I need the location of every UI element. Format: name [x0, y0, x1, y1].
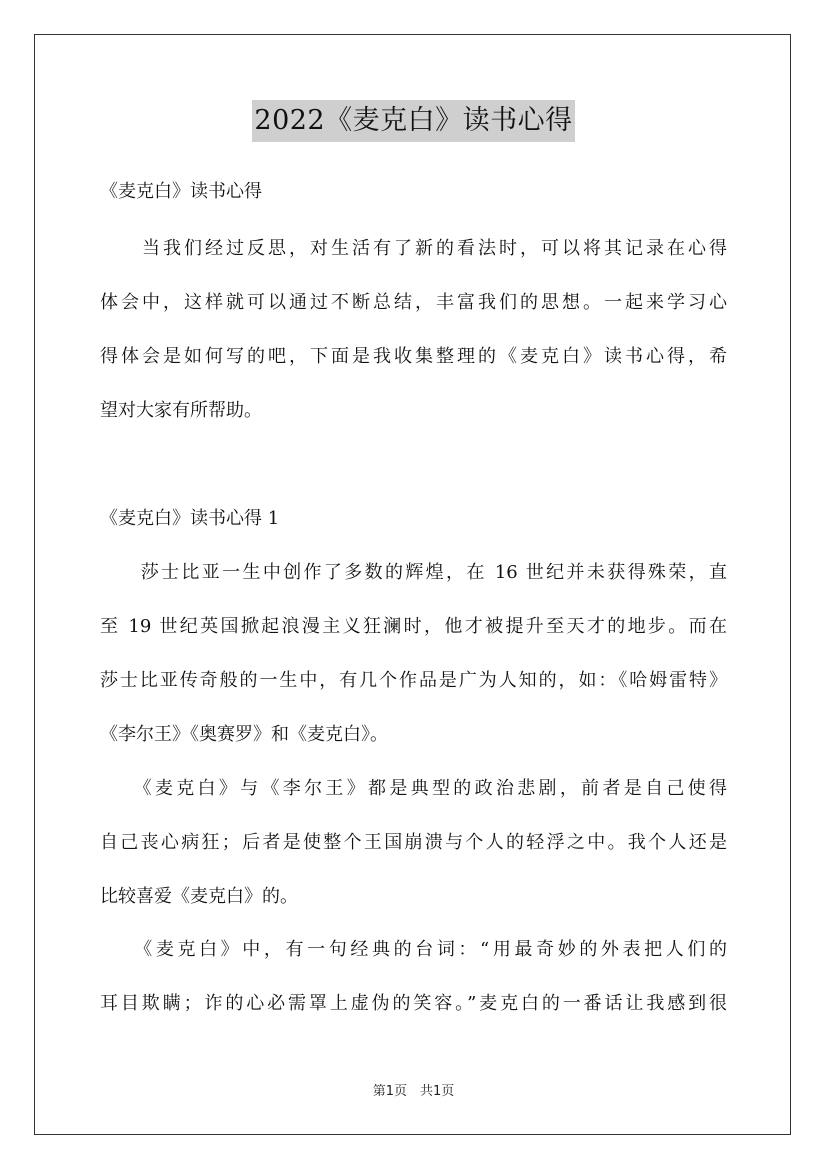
paragraph-line: 《麦克白》中，有一句经典的台词：“用最奇妙的外表把人们的: [100, 939, 727, 960]
title-container: [0, 100, 827, 142]
intro-line: 得体会是如何写的吧，下面是我收集整理的《麦克白》读书心得，希: [100, 346, 727, 367]
section-heading-1: 《麦克白》读书心得 1: [100, 508, 280, 529]
intro-line: 当我们经过反思，对生活有了新的看法时，可以将其记录在心得: [100, 238, 727, 259]
paragraph-line: 《李尔王》《奥赛罗》和《麦克白》。: [100, 724, 388, 745]
paragraph-line: 《麦克白》与《李尔王》都是典型的政治悲剧，前者是自己使得: [100, 778, 727, 799]
paragraph-2: [100, 777, 727, 939]
paragraph-line: 至 19 世纪英国掀起浪漫主义狂澜时，他才被提升至天才的地步。而在: [100, 616, 727, 637]
intro-line: 望对大家有所帮助。: [100, 400, 262, 421]
paragraph-line: 耳目欺瞒；诈的心必需罩上虚伪的笑容。”麦克白的一番话让我感到很: [100, 993, 727, 1014]
document-title: 2022《麦克白》读书心得: [252, 100, 574, 142]
page-footer: 第1页 共1页: [372, 1084, 455, 1099]
paragraph-line: 莎士比亚传奇般的一生中，有几个作品是广为人知的，如：《哈姆雷特》: [100, 670, 727, 691]
paragraph-line: 自己丧心病狂；后者是使整个王国崩溃与个人的轻浮之中。我个人还是: [100, 832, 727, 853]
paragraph-line: 莎士比亚一生中创作了多数的辉煌，在 16 世纪并未获得殊荣，直: [100, 562, 727, 583]
intro-heading: 《麦克白》读书心得: [100, 181, 262, 202]
paragraph-line: 比较喜爱《麦克白》的。: [100, 886, 298, 907]
intro-paragraph: [100, 237, 727, 453]
paragraph-1: [100, 561, 727, 777]
paragraph-3: [100, 938, 727, 1046]
intro-line: 体会中，这样就可以通过不断总结，丰富我们的思想。一起来学习心: [100, 292, 727, 313]
